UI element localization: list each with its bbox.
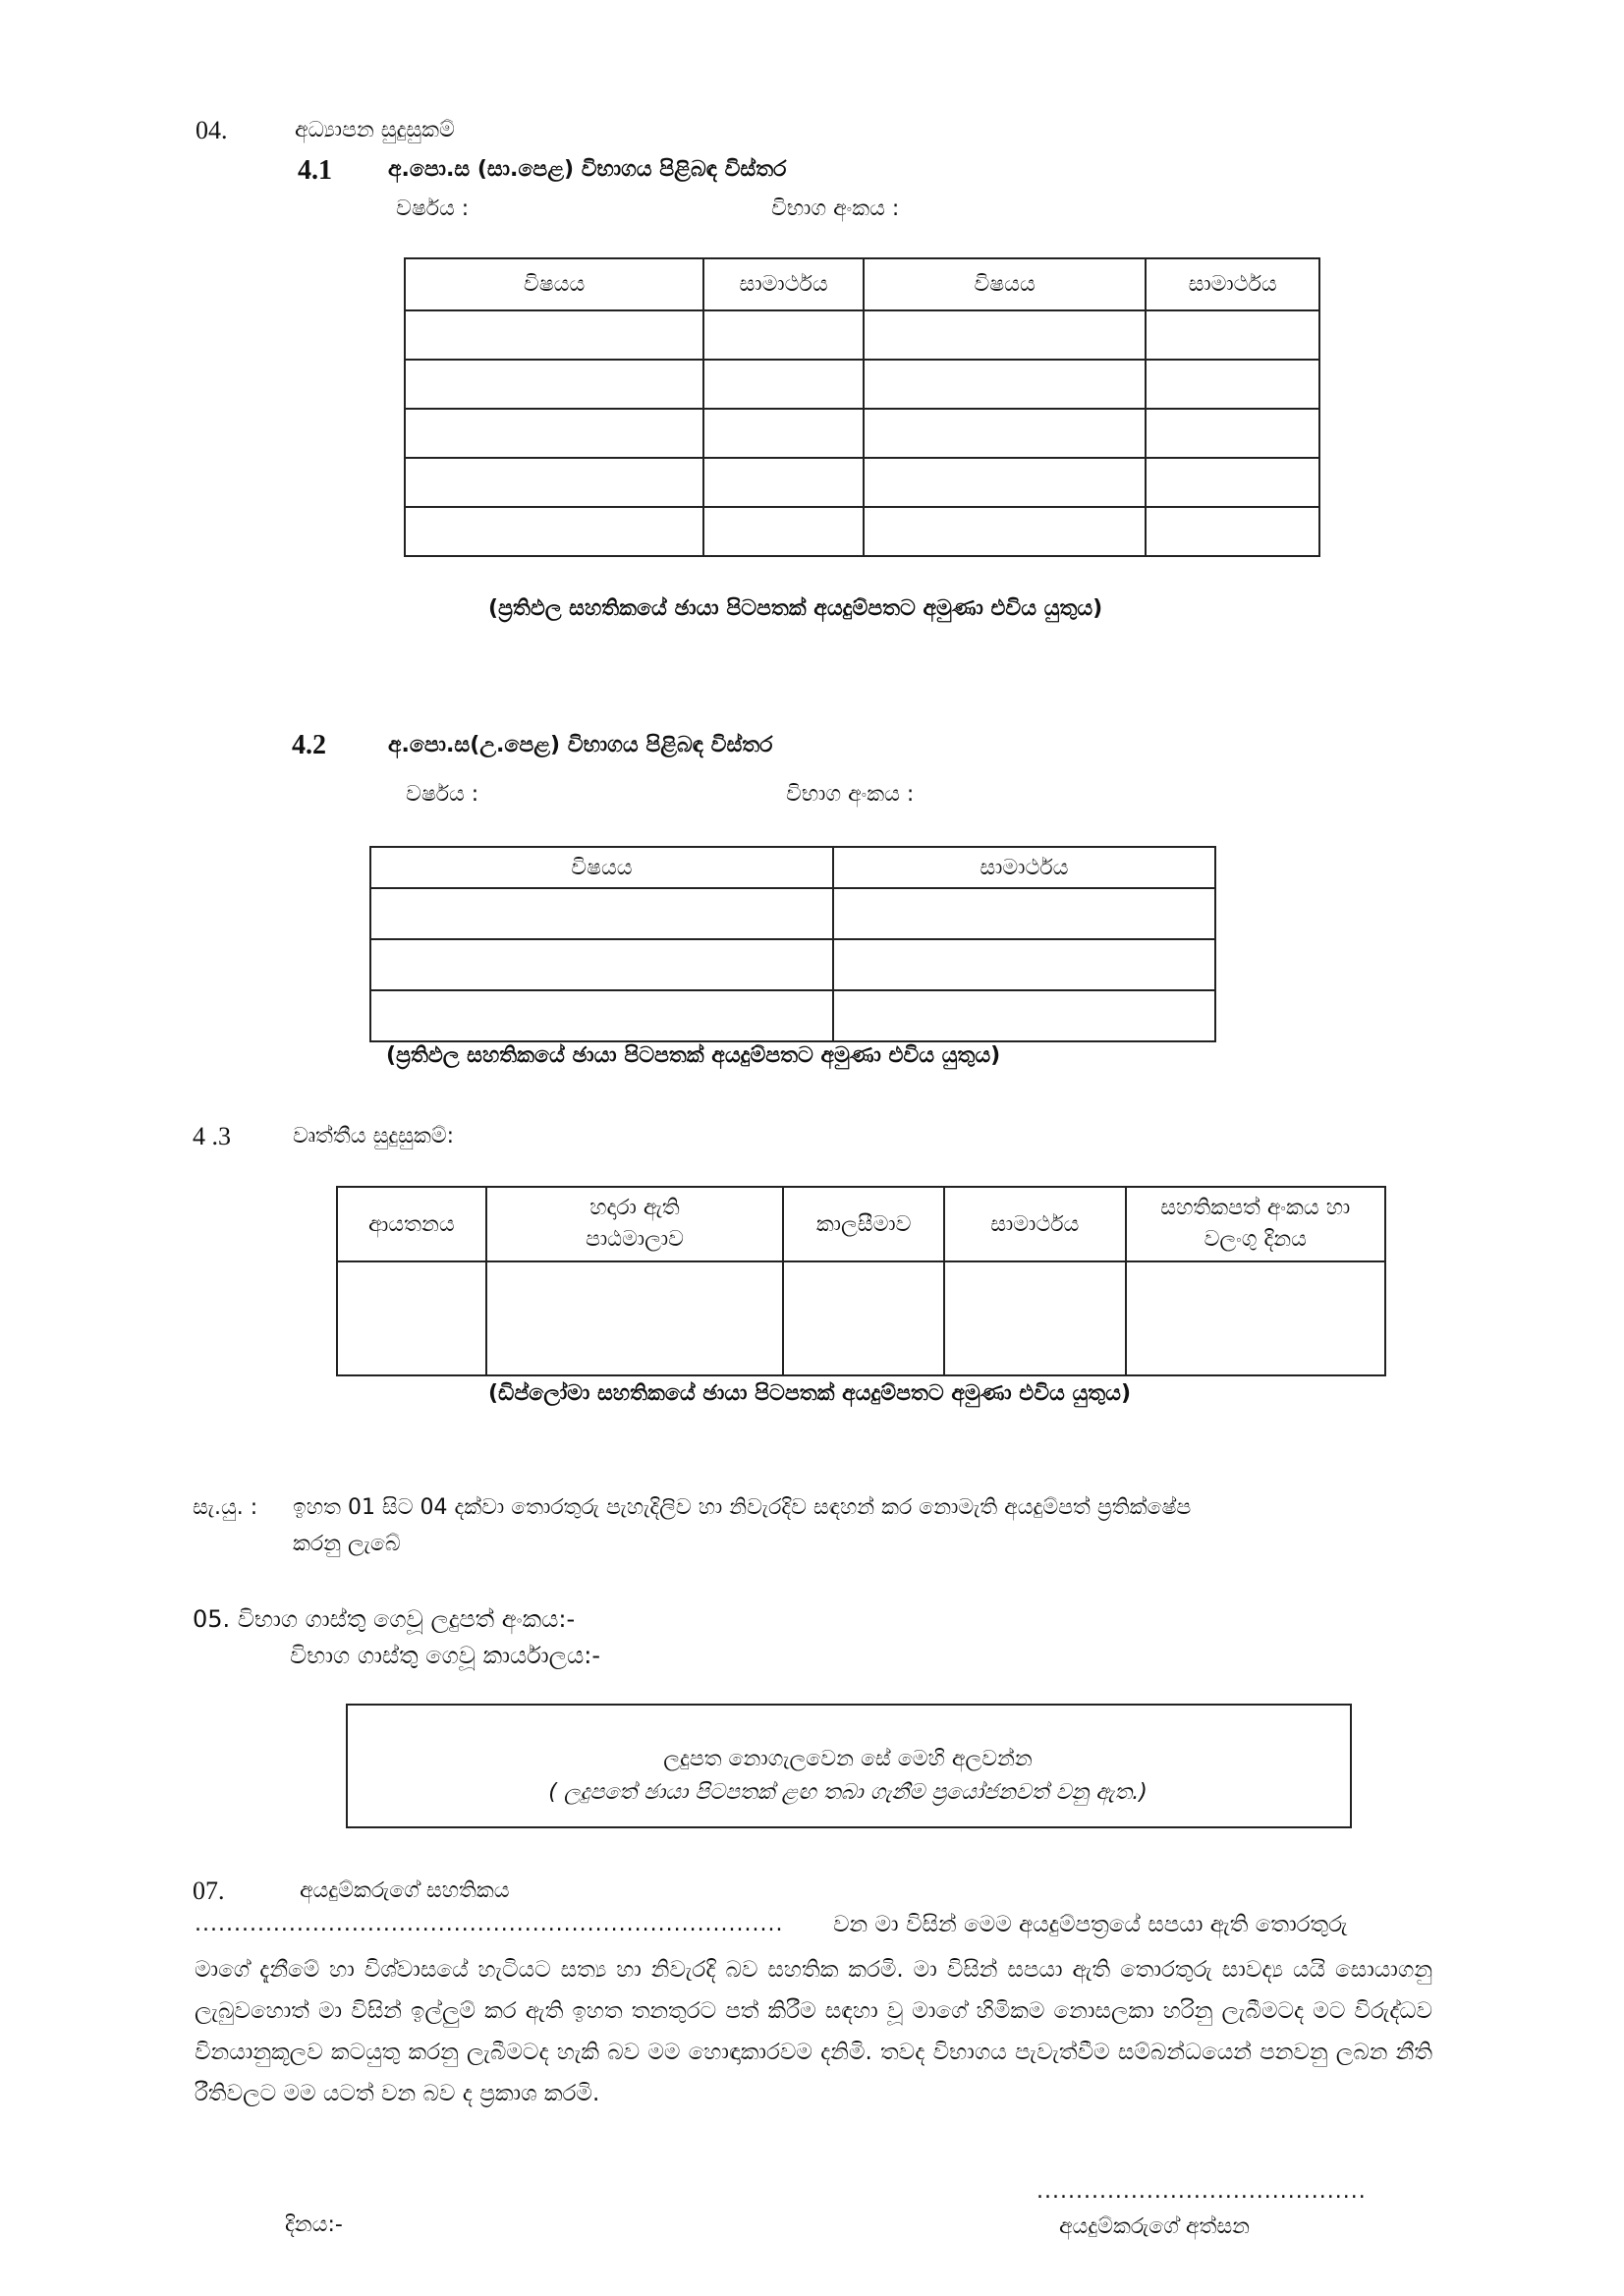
prof-cell[interactable] — [783, 1261, 944, 1375]
section-07-number: 07. — [193, 1876, 225, 1905]
al-header-subject: විෂයය — [370, 847, 833, 888]
section-4-2-title: අ.පො.ස(උ.පෙළ) විභාගය පිළිබඳ විස්තර — [388, 733, 773, 757]
al-cell[interactable] — [833, 990, 1215, 1041]
table-row — [370, 990, 1215, 1041]
ol-cell[interactable] — [864, 310, 1146, 360]
ol-cell[interactable] — [703, 507, 864, 556]
prof-header-institute: ආයතනය — [337, 1187, 486, 1261]
payment-office-label: විභාග ගාස්තු ගෙවූ කාර්යාලය:- — [290, 1642, 600, 1669]
ol-cell[interactable] — [1146, 360, 1319, 409]
section-07-title: අයදුම්කරුගේ සහතිකය — [300, 1878, 510, 1903]
ol-results-table — [404, 257, 1320, 557]
diploma-attach-note: (ඩිප්ලෝමා සහතිකයේ ඡායා පිටපතක් අයදුම්පතට අමුණා එවිය යුතුය) — [488, 1381, 1132, 1406]
table-row — [405, 458, 1319, 507]
al-table-header-row — [370, 847, 1215, 888]
table-row — [370, 888, 1215, 939]
prof-cell[interactable] — [486, 1261, 784, 1375]
signature-blank[interactable]: .......................................... — [1036, 2179, 1367, 2204]
section-04-number: 04. — [196, 116, 228, 144]
ol-header-subject-1: විෂයය — [405, 258, 703, 310]
ol-cell[interactable] — [1146, 507, 1319, 556]
nb-label: සැ.යු. : — [193, 1495, 258, 1520]
prof-header-certificate — [1126, 1187, 1385, 1261]
section-4-3-number: 4 .3 — [193, 1122, 231, 1150]
prof-header-grade: සාමාර්ථය — [944, 1187, 1126, 1261]
prof-header-course-text: හදාරා ඇති පාඨමාලාව — [586, 1196, 684, 1252]
ol-cell[interactable] — [703, 360, 864, 409]
receipt-copy-note: ( ලදුපතේ ඡායා පිටපතක් ළඟ තබා ගැනීම ප්‍රයෝජනවත් වනු ඇත.) — [548, 1780, 1148, 1805]
declaration-body: මාගේ දැනීමේ හා විශ්වාසයේ හැටියට සත්‍ය හා නිවැරදි බව සහතික කරමි. මා විසින් සපයා ඇති තොරතුරු සාවද්‍ය යයි සොයාගනු ලැබුවහොත් මා විසින් ඉල්ලුම් කර ඇති ඉහත තනතුරට පත් කිරීම සඳහා වූ මාගේ හිමිකම නොසලකා හරිනු ලැබීමටද මට විරුද්ධව විනයානුකූලව කටයුතු කරනු ලැබීමටද හැකි බව මම හොඳාකාරවම දනිමි. තවද විභාගය පැවැත්වීම සම්බන්ධයෙන් පනවනු ලබන නීති රීතිවලට මම යටත් වන බව ද ප්‍රකාශ කරමි. — [195, 1957, 1432, 2106]
prof-table-header-row — [337, 1187, 1385, 1261]
date-label: දිනය:- — [285, 2212, 343, 2237]
al-header-grade: සාමාර්ථය — [833, 847, 1215, 888]
ol-table-header-row — [405, 258, 1319, 310]
table-row — [405, 310, 1319, 360]
al-cell[interactable] — [833, 939, 1215, 990]
section-4-2-number: 4.2 — [292, 730, 326, 760]
table-row — [405, 507, 1319, 556]
receipt-paste-instruction: ලදුපත නොගැලවෙන සේ මෙහි අලවන්න — [663, 1747, 1033, 1771]
table-row — [370, 939, 1215, 990]
ol-cell[interactable] — [703, 409, 864, 458]
ol-cell[interactable] — [1146, 310, 1319, 360]
table-row — [405, 409, 1319, 458]
section-04-title: අධ්‍යාපන සුදුසුකම් — [295, 118, 455, 142]
ol-cell[interactable] — [405, 360, 703, 409]
prof-cell[interactable] — [944, 1261, 1126, 1375]
ol-cell[interactable] — [864, 507, 1146, 556]
ol-header-grade-2: සාමාර්ථය — [1146, 258, 1319, 310]
ol-header-grade-1: සාමාර්ථය — [703, 258, 864, 310]
al-cell[interactable] — [370, 888, 833, 939]
al-index-label: විභාග අංකය : — [786, 782, 915, 807]
ol-index-label: විභාග අංකය : — [771, 196, 900, 221]
ol-cell[interactable] — [405, 310, 703, 360]
section-4-3-title: වෘත්තීය සුදුසුකම්: — [293, 1124, 455, 1148]
signature-label: අයදුම්කරුගේ අත්සන — [1059, 2214, 1251, 2239]
ol-cell[interactable] — [864, 458, 1146, 507]
ol-attach-note: (ප්‍රතිඵල සහතිකයේ ඡායා පිටපතක් අයදුම්පතට අමුණා එවිය යුතුය) — [488, 596, 1103, 621]
professional-table — [336, 1186, 1386, 1376]
ol-cell[interactable] — [1146, 458, 1319, 507]
ol-cell[interactable] — [703, 458, 864, 507]
al-attach-note: (ප්‍රතිඵල සහතිකයේ ඡායා පිටපතක් අයදුම්පතට අමුණා එවිය යුතුය) — [386, 1043, 1001, 1068]
prof-header-duration: කාලසීමාව — [783, 1187, 944, 1261]
receipt-number-label: 05. විභාග ගාස්තු ගෙවූ ලදුපත් අංකය:- — [193, 1605, 576, 1633]
nb-line-1: ඉහත 01 සිට 04 දක්වා තොරතුරු පැහැදිලිව හා නිවැරදිව සඳහන් කර නොමැති අයදුම්පත් ප්‍රතික්ෂේප — [293, 1495, 1192, 1520]
ol-cell[interactable] — [703, 310, 864, 360]
al-cell[interactable] — [370, 990, 833, 1041]
al-year-label: වර්ෂය : — [406, 782, 479, 807]
ol-header-subject-2: විෂයය — [864, 258, 1146, 310]
al-cell[interactable] — [833, 888, 1215, 939]
applicant-name-blank[interactable]: ........................................................................... — [195, 1912, 784, 1936]
al-results-table — [369, 846, 1216, 1042]
section-4-1-number: 4.1 — [298, 155, 332, 186]
declaration-first-line: වන මා විසින් මෙම අයදුම්පත්‍රයේ සපයා ඇති තොරතුරු — [833, 1912, 1348, 1937]
ol-cell[interactable] — [405, 409, 703, 458]
section-4-1-title: අ.පො.ස (සා.පෙළ) විභාගය පිළිබඳ විස්තර — [388, 157, 787, 182]
ol-year-label: වර්ෂය : — [396, 196, 470, 221]
prof-cell[interactable] — [1126, 1261, 1385, 1375]
prof-header-course — [486, 1187, 784, 1261]
prof-header-certificate-text: සහතිකපත් අංකය හා වලංගු දිනය — [1160, 1196, 1351, 1252]
al-cell[interactable] — [370, 939, 833, 990]
ol-cell[interactable] — [864, 409, 1146, 458]
ol-cell[interactable] — [405, 507, 703, 556]
ol-cell[interactable] — [864, 360, 1146, 409]
ol-cell[interactable] — [1146, 409, 1319, 458]
ol-cell[interactable] — [405, 458, 703, 507]
table-row — [337, 1261, 1385, 1375]
table-row — [405, 360, 1319, 409]
nb-line-2: කරනු ලැබේ — [293, 1532, 401, 1556]
prof-cell[interactable] — [337, 1261, 486, 1375]
